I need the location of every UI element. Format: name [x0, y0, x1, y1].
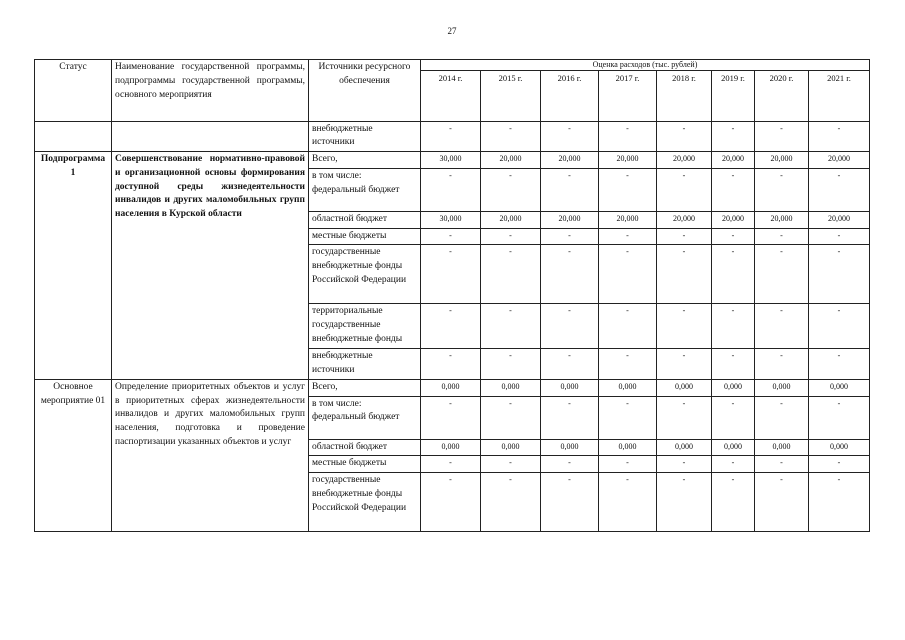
year-header: 2018 г. — [657, 70, 712, 121]
year-header: 2016 г. — [541, 70, 599, 121]
value-cell: 30,000 — [421, 152, 481, 169]
source-cell: государственные внебюджетные фонды Российской Федерации — [309, 473, 421, 532]
value-cell: - — [541, 456, 599, 473]
value-cell: - — [712, 456, 755, 473]
value-cell: 20,000 — [481, 211, 541, 228]
header-source: Источники ресурсного обеспечения — [309, 60, 421, 122]
table-row — [35, 152, 870, 169]
value-cell: - — [421, 473, 481, 532]
value-cell: - — [755, 456, 809, 473]
value-cell: - — [809, 456, 870, 473]
source-cell: Всего, — [309, 152, 421, 169]
value-cell: 0,000 — [541, 379, 599, 396]
value-cell: - — [541, 473, 599, 532]
value-cell: 0,000 — [599, 379, 657, 396]
value-cell: 20,000 — [541, 152, 599, 169]
value-cell: - — [481, 121, 541, 152]
value-cell: 0,000 — [712, 379, 755, 396]
value-cell: - — [657, 349, 712, 380]
value-cell: - — [712, 228, 755, 245]
budget-table — [34, 59, 870, 532]
value-cell: - — [541, 304, 599, 349]
value-cell: - — [421, 228, 481, 245]
value-cell: 0,000 — [712, 439, 755, 456]
source-cell: Всего, — [309, 379, 421, 396]
value-cell: - — [481, 456, 541, 473]
value-cell: - — [809, 304, 870, 349]
source-cell: внебюджетные источники — [309, 349, 421, 380]
source-cell: в том числе: федеральный бюджет — [309, 396, 421, 439]
table-row — [35, 379, 870, 396]
value-cell: 20,000 — [755, 211, 809, 228]
value-cell: - — [481, 304, 541, 349]
value-cell: - — [421, 168, 481, 211]
source-cell: областной бюджет — [309, 211, 421, 228]
value-cell: - — [599, 349, 657, 380]
value-cell: - — [755, 304, 809, 349]
value-cell: - — [599, 473, 657, 532]
value-cell: - — [481, 245, 541, 304]
value-cell: - — [657, 473, 712, 532]
value-cell: - — [657, 121, 712, 152]
header-estimate: Оценка расходов (тыс. рублей) — [421, 60, 870, 71]
value-cell: 20,000 — [599, 152, 657, 169]
header-status: Статус — [35, 60, 112, 122]
value-cell: - — [421, 396, 481, 439]
source-cell: внебюджетные источники — [309, 121, 421, 152]
value-cell: 0,000 — [755, 439, 809, 456]
value-cell: - — [712, 396, 755, 439]
year-header: 2020 г. — [755, 70, 809, 121]
value-cell: - — [712, 245, 755, 304]
source-cell: территориальные государственные внебюджетные фонды — [309, 304, 421, 349]
year-header: 2021 г. — [809, 70, 870, 121]
value-cell: 0,000 — [755, 379, 809, 396]
value-cell: - — [599, 121, 657, 152]
value-cell: - — [599, 245, 657, 304]
page-number: 27 — [447, 26, 457, 36]
value-cell: - — [541, 121, 599, 152]
value-cell: 0,000 — [541, 439, 599, 456]
value-cell: - — [599, 304, 657, 349]
value-cell: - — [421, 456, 481, 473]
header-name: Наименование государственной программы, подпрограммы государственной программы, основного мероприятия — [112, 60, 309, 122]
source-cell: местные бюджеты — [309, 456, 421, 473]
value-cell: - — [657, 168, 712, 211]
value-cell: - — [809, 228, 870, 245]
value-cell: - — [481, 168, 541, 211]
value-cell: - — [481, 396, 541, 439]
year-header: 2015 г. — [481, 70, 541, 121]
subprogram-section — [35, 152, 870, 380]
name-cell: Совершенствование нормативно-правовой и организационной основы формирования доступной среды жизнедеятельности инвалидов и других маломобильных групп населения в Курской области — [112, 152, 309, 380]
value-cell: 0,000 — [599, 439, 657, 456]
source-cell: местные бюджеты — [309, 228, 421, 245]
value-cell: - — [481, 349, 541, 380]
value-cell: 20,000 — [481, 152, 541, 169]
value-cell: - — [599, 168, 657, 211]
value-cell: - — [657, 396, 712, 439]
year-header: 2014 г. — [421, 70, 481, 121]
value-cell: - — [657, 228, 712, 245]
value-cell: - — [755, 473, 809, 532]
value-cell: - — [809, 168, 870, 211]
value-cell: 0,000 — [657, 439, 712, 456]
value-cell: - — [541, 228, 599, 245]
value-cell: - — [541, 349, 599, 380]
source-cell: государственные внебюджетные фонды Российской Федерации — [309, 245, 421, 304]
value-cell: 20,000 — [809, 152, 870, 169]
value-cell: - — [809, 473, 870, 532]
value-cell: 0,000 — [809, 379, 870, 396]
value-cell: - — [657, 456, 712, 473]
status-cell: Подпрограмма 1 — [35, 152, 112, 380]
table-row — [35, 121, 870, 152]
value-cell: - — [712, 349, 755, 380]
source-cell: областной бюджет — [309, 439, 421, 456]
value-cell: - — [755, 121, 809, 152]
value-cell: - — [421, 349, 481, 380]
value-cell: 20,000 — [657, 211, 712, 228]
value-cell: - — [421, 245, 481, 304]
main-activity-section — [35, 379, 870, 531]
value-cell: - — [599, 456, 657, 473]
value-cell: - — [541, 168, 599, 211]
value-cell: - — [755, 245, 809, 304]
value-cell: 30,000 — [421, 211, 481, 228]
value-cell: 20,000 — [541, 211, 599, 228]
value-cell: 0,000 — [481, 379, 541, 396]
value-cell: 20,000 — [599, 211, 657, 228]
value-cell: 20,000 — [712, 211, 755, 228]
value-cell: - — [481, 228, 541, 245]
value-cell: - — [809, 349, 870, 380]
value-cell: - — [809, 245, 870, 304]
year-header: 2017 г. — [599, 70, 657, 121]
value-cell: - — [481, 473, 541, 532]
value-cell: - — [809, 121, 870, 152]
value-cell: - — [657, 245, 712, 304]
name-cell — [112, 121, 309, 152]
value-cell: 20,000 — [755, 152, 809, 169]
header-row — [35, 60, 870, 71]
value-cell: - — [599, 396, 657, 439]
value-cell: - — [712, 473, 755, 532]
value-cell: - — [755, 396, 809, 439]
year-header: 2019 г. — [712, 70, 755, 121]
value-cell: 0,000 — [421, 379, 481, 396]
value-cell: - — [657, 304, 712, 349]
value-cell: - — [541, 245, 599, 304]
value-cell: 20,000 — [657, 152, 712, 169]
value-cell: - — [809, 396, 870, 439]
status-cell: Основное мероприятие 01 — [35, 379, 112, 531]
value-cell: 20,000 — [712, 152, 755, 169]
status-cell — [35, 121, 112, 152]
value-cell: - — [755, 228, 809, 245]
value-cell: - — [755, 168, 809, 211]
value-cell: 20,000 — [809, 211, 870, 228]
value-cell: - — [421, 121, 481, 152]
value-cell: - — [421, 304, 481, 349]
source-cell: в том числе: федеральный бюджет — [309, 168, 421, 211]
value-cell: - — [599, 228, 657, 245]
value-cell: 0,000 — [657, 379, 712, 396]
value-cell: - — [712, 304, 755, 349]
name-cell: Определение приоритетных объектов и услуг в приоритетных сферах жизнедеятельности инвалидов и других маломобильных групп населения, подготовка и проведение паспортизации указанных объектов и услуг — [112, 379, 309, 531]
value-cell: 0,000 — [481, 439, 541, 456]
value-cell: - — [712, 168, 755, 211]
value-cell: - — [755, 349, 809, 380]
value-cell: - — [712, 121, 755, 152]
value-cell: 0,000 — [809, 439, 870, 456]
value-cell: 0,000 — [421, 439, 481, 456]
value-cell: - — [541, 396, 599, 439]
